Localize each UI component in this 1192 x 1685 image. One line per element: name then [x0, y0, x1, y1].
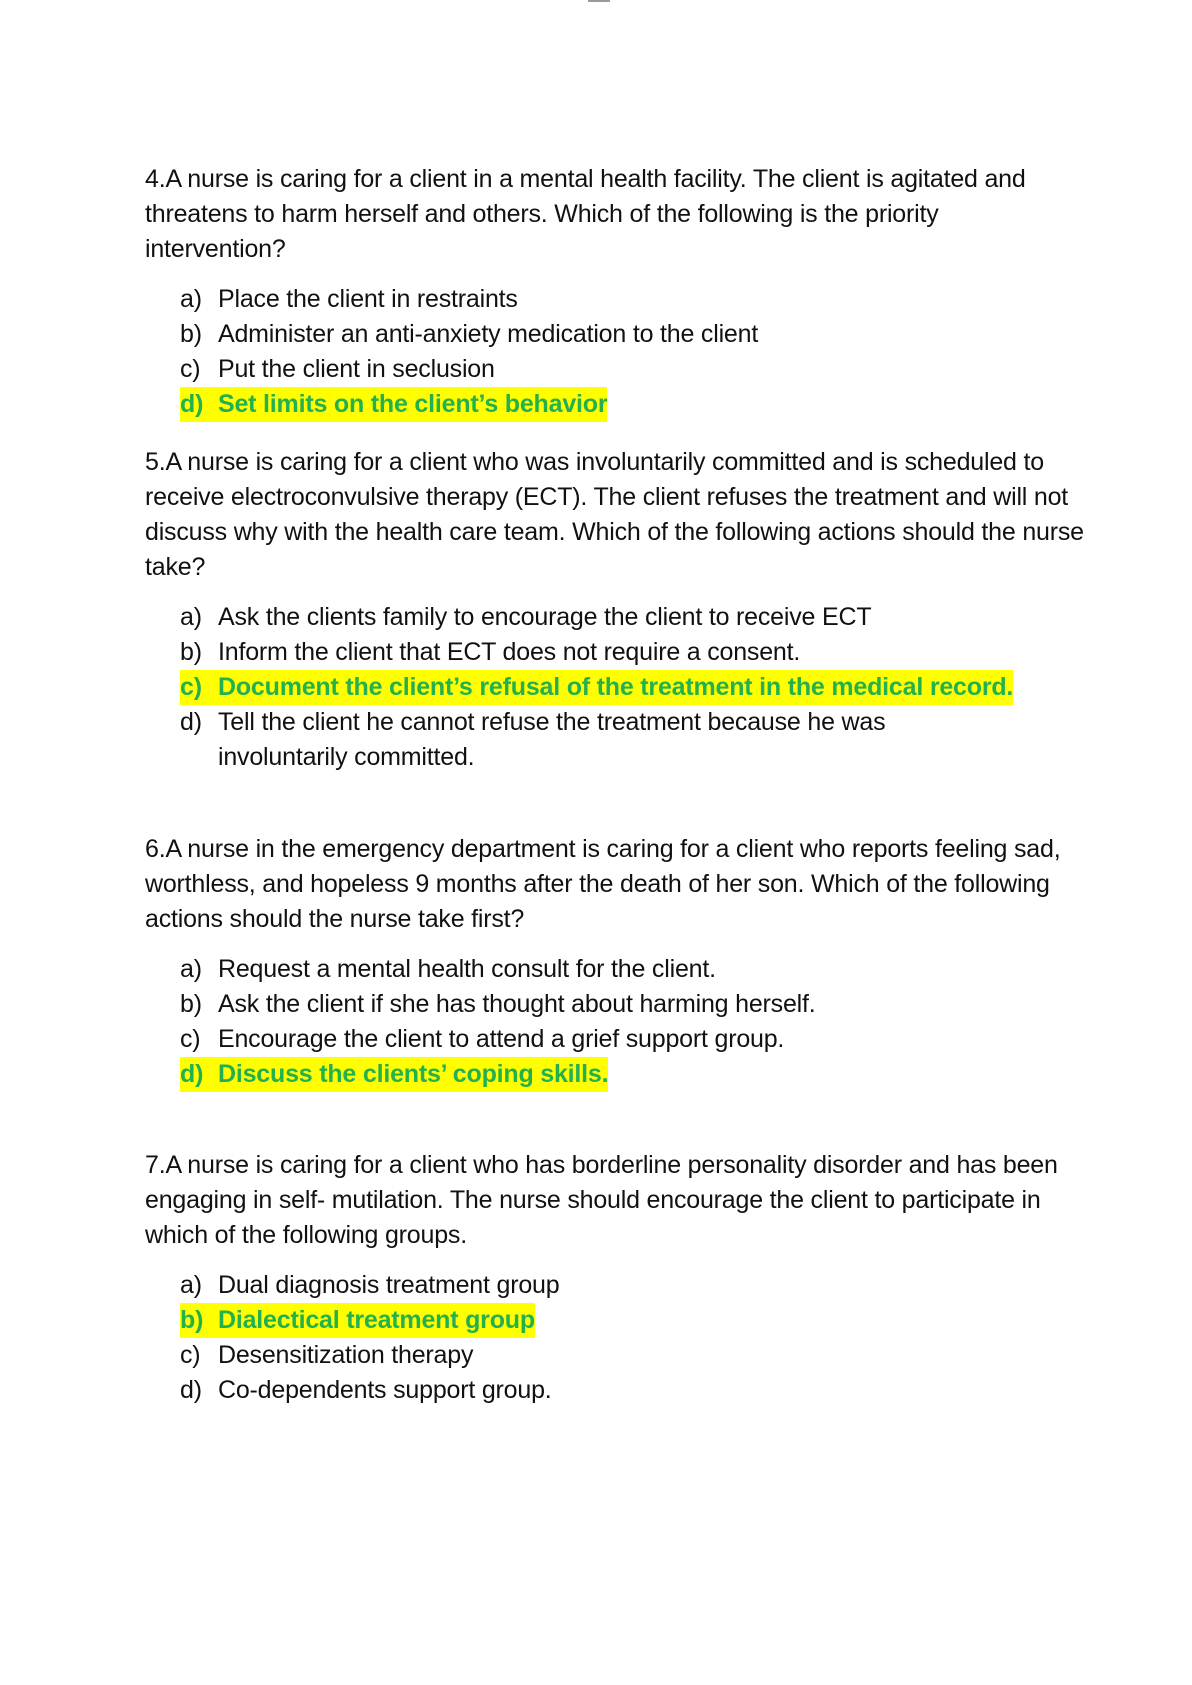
answer-highlight [180, 387, 607, 422]
question-stem: 7.A nurse is caring for a client who has borderline personality disorder and has been engaging in self- mutilation. The nurse should encourage the client to participate in which of the following groups. [145, 1151, 1058, 1249]
option-text: Dual diagnosis treatment group [218, 1271, 560, 1299]
option-text: Encourage the client to attend a grief support group. [218, 1025, 785, 1053]
answer-option [180, 1373, 1085, 1408]
option-letter: a) [180, 1271, 202, 1299]
answer-option [180, 1022, 1085, 1057]
option-letter: b) [180, 1306, 204, 1334]
option-letter: c) [180, 355, 201, 383]
option-letter: d) [180, 1376, 202, 1404]
option-letter: b) [180, 320, 202, 348]
option-text: Dialectical treatment group [218, 1306, 535, 1334]
answer-option [180, 952, 1085, 987]
question-stem: 5.A nurse is caring for a client who was involuntarily committed and is scheduled to receive electroconvulsive therapy (ECT). The client refuses the treatment and will not discuss why with the health care team. Which of the following actions should the nurse take? [145, 448, 1084, 581]
correct-answer-option [180, 1303, 1085, 1338]
answer-options [180, 282, 1085, 422]
question-6 [145, 832, 1085, 1092]
answer-option [180, 317, 1085, 352]
question-5 [145, 445, 1085, 775]
answer-option [180, 705, 1085, 775]
answer-option [180, 282, 1085, 317]
option-letter: c) [180, 1025, 201, 1053]
option-text: Ask the client if she has thought about harming herself. [218, 990, 816, 1018]
option-letter: a) [180, 285, 202, 313]
option-text: Document the client’s refusal of the treatment in the medical record. [218, 673, 1014, 701]
answer-highlight [180, 1303, 535, 1338]
option-text: Put the client in seclusion [218, 355, 495, 383]
answer-option [180, 987, 1085, 1022]
question-7 [145, 1148, 1085, 1408]
question-stem: 6.A nurse in the emergency department is caring for a client who reports feeling sad, worthless, and hopeless 9 months after the death of her son. Which of the following actions should the nurse take first? [145, 835, 1061, 933]
option-letter: b) [180, 990, 202, 1018]
option-letter: d) [180, 1060, 204, 1088]
option-letter: c) [180, 1341, 201, 1369]
option-letter: d) [180, 708, 202, 736]
answer-option [180, 352, 1085, 387]
question-stem: 4.A nurse is caring for a client in a mental health facility. The client is agitated and threatens to harm herself and others. Which of the following is the priority intervention? [145, 165, 1026, 263]
option-text: Tell the client he cannot refuse the treatment because he was involuntarily committed. [218, 708, 886, 771]
answer-options [180, 1268, 1085, 1408]
option-text: Ask the clients family to encourage the client to receive ECT [218, 603, 872, 631]
answer-option [180, 635, 1085, 670]
correct-answer-option [180, 387, 1085, 422]
question-4 [145, 162, 1085, 422]
option-letter: a) [180, 955, 202, 983]
option-letter: a) [180, 603, 202, 631]
answer-options [180, 952, 1085, 1092]
option-letter: d) [180, 390, 204, 418]
answer-option [180, 600, 1085, 635]
answer-options [180, 600, 1085, 775]
option-letter: b) [180, 638, 202, 666]
correct-answer-option [180, 1057, 1085, 1092]
option-text: Request a mental health consult for the client. [218, 955, 716, 983]
option-text: Inform the client that ECT does not require a consent. [218, 638, 801, 666]
option-text: Set limits on the client’s behavior [218, 390, 608, 418]
option-text: Discuss the clients’ coping skills. [218, 1060, 609, 1088]
page-top-mark [588, 0, 610, 2]
answer-option [180, 1268, 1085, 1303]
option-text: Desensitization therapy [218, 1341, 474, 1369]
option-text: Co-dependents support group. [218, 1376, 552, 1404]
option-text: Place the client in restraints [218, 285, 518, 313]
answer-option [180, 1338, 1085, 1373]
option-letter: c) [180, 673, 202, 701]
option-text: Administer an anti-anxiety medication to the client [218, 320, 759, 348]
correct-answer-option [180, 670, 1085, 705]
answer-highlight [180, 1057, 608, 1092]
answer-highlight [180, 670, 1013, 705]
